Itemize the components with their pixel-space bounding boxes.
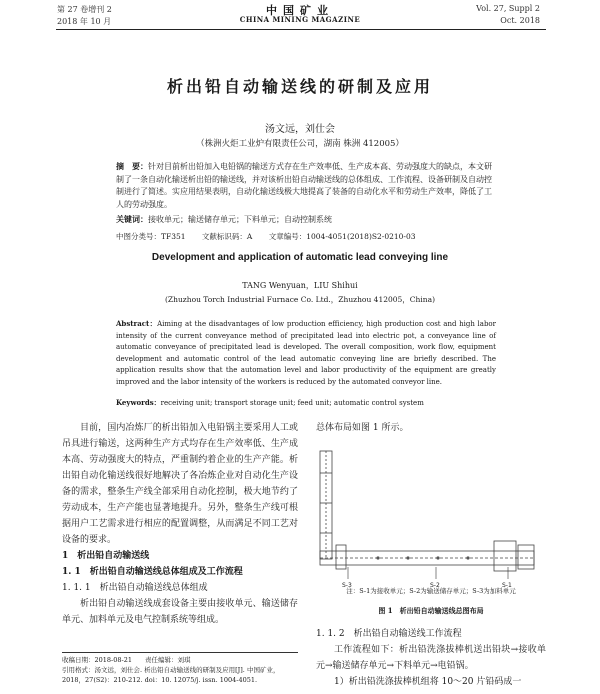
layout-sentence: 总体布局如图 1 所示。 [316,423,409,433]
page-header [0,0,600,30]
abstract-en-label: Abstract： [116,319,158,328]
paper-title-en: Development and application of automatic lead conveying line [151,252,449,263]
clc-number: 中图分类号：TF351 [116,232,186,241]
workflow-step-1: 1）析出铅洗涤拔棒机组将 10～20 片铅码成一 [334,677,522,687]
section-heading-1-1: 1. 1 析出铅自动输送线总体组成及工作流程 [62,567,243,577]
volume-info-en: Vol. 27, Suppl 2 [476,4,540,13]
intro-paragraph: 目前，国内冶炼厂的析出铅加入电铅锅主要采用人工或吊具进行输送，这两种生产方式均存在生产效率低、生产成本高、劳动强度大的特点，严重制约着企业的生产产能。析出铅自动化输送线很好地解决了各冶炼企业对自动化生产设备的需求，整条生产线全部采用自动化控制，极大地节约了劳动成本，生产产能也显著地提升。另外，整条生产线可根据用户工艺需求进行相应的配置调整，从而满足不同工艺对设备的要求。 [62,423,298,545]
section-heading-1-1-2: 1. 1. 2 析出铅自动输送线工作流程 [316,629,462,639]
keywords-cn-label: 关键词： [116,214,148,224]
paper-title-cn: 析出铅自动输送线的研制及应用 [166,77,433,96]
footnote [62,652,298,685]
keywords-cn [116,214,496,225]
abstract-en [116,318,496,388]
keywords-en [116,398,496,408]
abstract-cn-text: 针对目前析出铅加入电铅锅的输送方式存在生产效率低、生产成本高、劳动强度大的缺点，本文研制了一条自动化输送析出铅的输送线，并对该析出铅自动输送线的总体组成、工作流程、设备研制及自动控制进行了简述。实应用结果表明，自动化输送线极大地提高了装备的自动化水平和劳动生产效率，降低了工人的劳动强度。 [116,162,492,209]
workflow-paragraph: 工作流程如下：析出铅洗涤拔棒机送出铅块→接收单元→输送储存单元→下料单元→电铅锅。 [316,645,546,671]
body-right-column [316,420,546,436]
abstract-cn-label: 摘 要： [116,161,148,171]
footnote-citation: 引用格式：汤文远，刘仕会. 析出铅自动输送线的研制及应用[J]. 中国矿业，2018，27(S2)：210-212. doi：10. 12075/j. issn. 1004-4051. [62,666,280,684]
section-heading-1-1-1: 1. 1. 1 析出铅自动输送线总体组成 [62,583,208,593]
doc-code: 文献标识码：A [201,232,253,241]
keywords-en-text: receiving unit; transport storage unit; feed unit; automatic control system [160,399,424,407]
figure-1-layout-drawing [318,443,540,603]
abstract-en-text: Aiming at the disadvantages of low production efficiency, high production cost and high labor intensity of the current conveyance method of precipitated lead into electric pot, a conveyance line of automatic conveyance of precipitated lead is developed. The overall composition, work flow, equipment development and automatic control of the lead automatic conveying line are briefly described. The application results show that the automation level and labor productivity of the equipment are greatly improved and the labor intensity of the workers is reduced by the automated conveyor line. [116,320,496,386]
abstract-cn [116,160,496,211]
label-s3: S-3 [342,582,352,589]
volume-info: 第 27 卷增刊 2 [57,5,112,14]
figure-note: 注：S-1为接收单元；S-2为输送储存单元；S-3为加料单元 [346,587,516,595]
journal-title-cn: 中国矿业 [266,4,334,17]
article-number: 文章编号：1004-4051(2018)S2-0210-03 [268,232,416,241]
body-left-column [62,420,298,628]
keywords-cn-text: 接收单元；输送储存单元；下料单元；自动控制系统 [148,215,332,224]
authors-en: TANG Wenyuan，LIU Shihui [242,281,358,290]
section-heading-1: 1 析出铅自动输送线 [62,551,150,561]
label-s2: S-2 [430,582,440,589]
date-info: 2018 年 10 月 [57,17,112,26]
journal-title-en: CHINA MINING MAGAZINE [239,15,361,24]
date-info-en: Oct. 2018 [500,16,540,25]
footnote-received: 收稿日期：2018-08-21 责任编辑：刘琪 [62,656,191,664]
receiving-unit-frame [494,541,516,571]
body-right-column-lower [316,626,546,690]
figure-caption: 图 1 析出铅自动输送线总图布局 [378,606,484,615]
feeding-unit-frame [336,545,346,569]
keywords-en-label: Keywords： [116,398,161,407]
label-s1: S-1 [502,582,512,589]
affiliation-en: (Zhuzhou Torch Industrial Furnace Co. Ltd.，Zhuzhou 412005，China) [165,295,435,304]
authors-cn: 汤文远，刘仕会 [265,124,335,135]
composition-paragraph: 析出铅自动输送线成套设备主要由接收单元、输送储存单元、加料单元及电气控制系统等组成。 [62,599,298,625]
header-rule [56,29,546,30]
affiliation-cn: （株洲火炬工业炉有限责任公司，湖南 株洲 412005） [196,139,404,149]
classification-meta [116,231,430,242]
